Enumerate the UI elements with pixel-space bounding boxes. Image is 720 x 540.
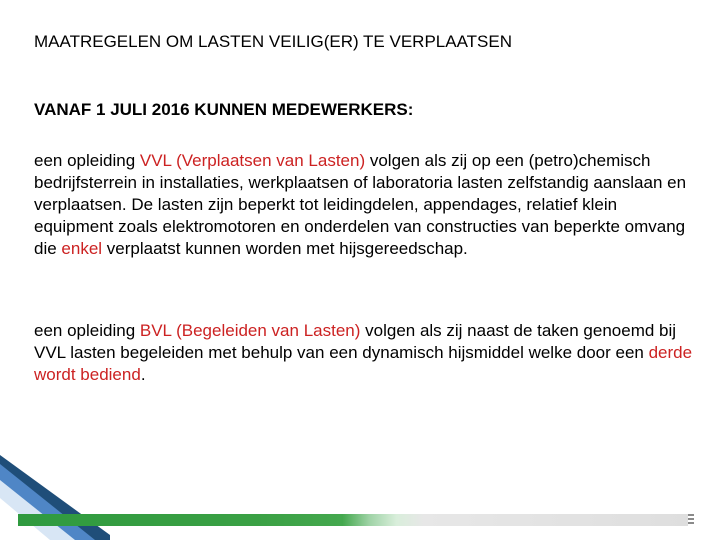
paragraph-bvl-highlight-derde: derde wordt bediend — [34, 343, 693, 384]
corner-decoration — [0, 450, 110, 540]
paragraph-bvl-text-1: een opleiding — [34, 321, 140, 340]
paragraph-bvl — [34, 320, 694, 386]
slide-title: MAATREGELEN OM LASTEN VEILIG(ER) TE VERPLAATSEN — [34, 32, 513, 51]
paragraph-vvl — [34, 150, 694, 260]
footer-bar — [18, 514, 694, 526]
slide-subtitle: VANAF 1 JULI 2016 KUNNEN MEDEWERKERS: — [34, 100, 414, 119]
paragraph-vvl-highlight-enkel: enkel — [61, 239, 103, 258]
paragraph-bvl-highlight-course: BVL (Begeleiden van Lasten) — [139, 321, 361, 340]
paragraph-bvl-text-3: . — [140, 365, 146, 384]
paragraph-vvl-highlight-course: VVL (Verplaatsen van Lasten) — [139, 151, 366, 170]
paragraph-vvl-text-2: volgen als zij op een (petro)chemisch bedrijfsterrein in installaties, werkplaatsen of laboratoria lasten zelfstandig aanslaan en verplaatsen. De lasten zijn beperkt tot leidingdelen, appendages, relatief klein equipment zoals elektromotoren en onderdelen van constructies van beperkte omvang die — [34, 151, 687, 258]
footer-bar-end — [688, 514, 694, 526]
paragraph-vvl-text-1: een opleiding — [34, 151, 140, 170]
paragraph-vvl-text-3: verplaatst kunnen worden met hijsgereedschap. — [102, 239, 468, 258]
paragraph-bvl-text-2: volgen als zij naast de taken genoemd bij VVL lasten begeleiden met behulp van een dynamisch hijsmiddel welke door een — [34, 321, 677, 362]
